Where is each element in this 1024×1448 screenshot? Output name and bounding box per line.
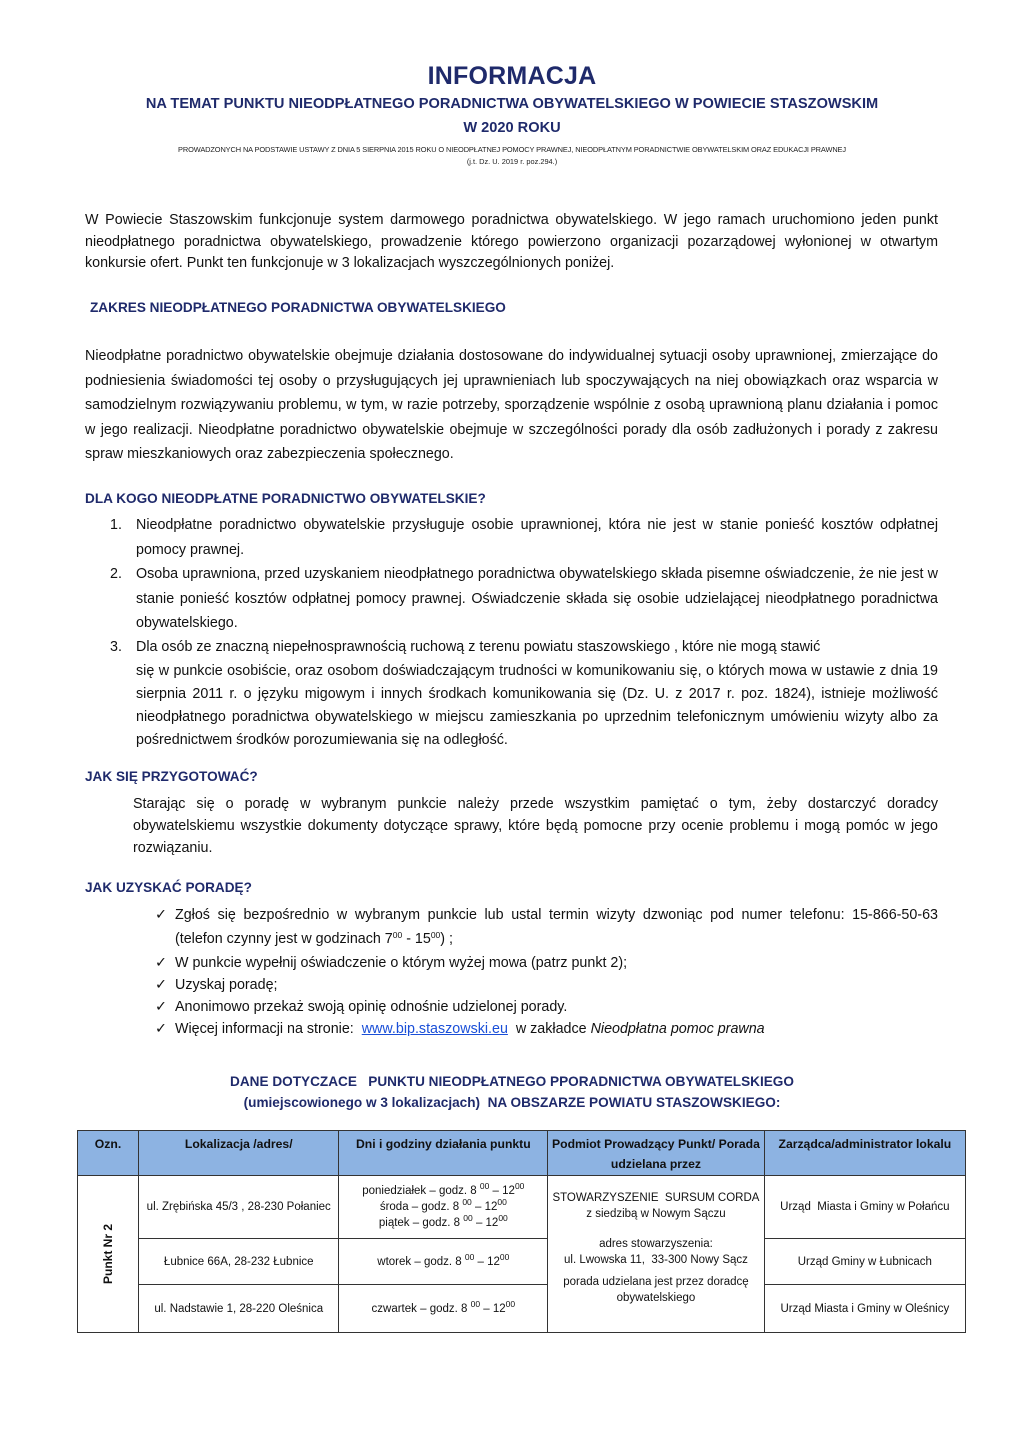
checkmark-icon: ✓ xyxy=(155,955,167,971)
operator-address-label: adres stowarzyszenia: xyxy=(599,1238,713,1250)
admin-cell: Urząd Miasta i Gminy w Oleśnicy xyxy=(764,1285,965,1333)
checkmark-icon: ✓ xyxy=(155,999,167,1015)
operator-address: ul. Lwowska 11, 33-300 Nowy Sącz xyxy=(564,1254,748,1266)
column-header-operator: Podmiot Prowadzący Punkt/ Porada udzielana przez xyxy=(548,1131,765,1176)
table-header-row xyxy=(78,1131,966,1176)
checklist-item xyxy=(155,1018,938,1040)
prepare-paragraph: Starając się o poradę w wybranym punkcie należy przede wszystkim pamiętać o tym, żeby dostarczyć doradcy obywatelskiemu wszystkie dokumenty dotyczące sprawy, które będą pomocne przy ocenie problemu i mogą pomóc w jego rozwiązaniu. xyxy=(133,796,938,856)
checklist-item-text: Uzyskaj poradę; xyxy=(175,977,278,993)
admin-cell: Urząd Gminy w Łubnicach xyxy=(764,1239,965,1285)
operator-name: STOWARZYSZENIE SURSUM CORDA xyxy=(552,1192,760,1204)
location-cell: ul. Nadstawie 1, 28-220 Oleśnica xyxy=(139,1285,339,1333)
prepare-heading: JAK SIĘ PRZYGOTOWAĆ? xyxy=(85,769,258,784)
document-title: INFORMACJA xyxy=(427,62,597,90)
hours-cell xyxy=(339,1285,548,1333)
eligibility-list xyxy=(110,513,938,752)
intro-paragraph: W Powiecie Staszowskim funkcjonuje system darmowego poradnictwa obywatelskiego. W jego ramach uruchomiono jeden punkt nieodpłatnego poradnictwa obywatelskiego, prowadzenie którego powierzono organizacji pozarządowej wyłonionej w otwartym konkursie ofert. Punkt ten funkcjonuje w 3 lokalizacjach wyszczególnionych poniżej. xyxy=(85,212,938,271)
checklist-item xyxy=(155,952,938,974)
column-header-ozn: Ozn. xyxy=(78,1131,139,1176)
list-item xyxy=(110,513,938,562)
hours-cell xyxy=(339,1239,548,1285)
scope-paragraph: Nieodpłatne poradnictwo obywatelskie obejmuje działania dostosowane do indywidualnej sytuacji osoby uprawnionej, zmierzające do podniesienia świadomości tej osoby o przysługujących jej uprawnieniach lub spoczywających na niej obowiązkach oraz wsparcia w samodzielnym rozwiązywaniu problemu, w tym, w razie potrzeby, sporządzenie wspólnie z osobą uprawnioną planu działania i pomoc w jego realizacji. Nieodpłatne poradnictwo obywatelskie obejmuje w szczególności porady dla osób zadłużonych i porady z zakresu spraw mieszkaniowych oraz zabezpieczenia społecznego. xyxy=(85,348,938,462)
checklist-item-text: w zakładce xyxy=(507,1021,591,1037)
checklist-item-text: ) ; xyxy=(440,931,454,947)
table-row xyxy=(78,1285,966,1333)
list-number: 2. xyxy=(110,566,122,582)
column-header-hours: Dni i godziny działania punktu xyxy=(339,1131,548,1176)
checkmark-icon: ✓ xyxy=(155,977,167,993)
hours-line: wtorek – godz. 8 $^{00} - 12^{00}$ xyxy=(377,1251,510,1268)
operator-seat: z siedzibą w Nowym Sączu xyxy=(586,1208,726,1220)
list-item-text: Osoba uprawniona, przed uzyskaniem nieodpłatnego poradnictwa obywatelskiego składa pisemne oświadczenie, że nie jest w stanie ponieść kosztów odpłatnej pomocy prawnej. Oświadczenie składa się osobie udzielającej nieodpłatnego poradnictwa obywatelskiego. xyxy=(136,566,938,631)
column-header-location: Lokalizacja /adres/ xyxy=(139,1131,339,1176)
table-row xyxy=(78,1239,966,1285)
checklist-item-text: W punkcie wypełnij oświadczenie o którym wyżej mowa (patrz punkt 2); xyxy=(175,955,628,971)
hours-cell xyxy=(339,1176,548,1239)
ozn-cell xyxy=(78,1176,139,1333)
checklist-item-text: Zgłoś się bezpośrednio w wybranym punkcie lub ustal termin wizyty dzwoniąc pod numer telefonu: 15-866-50-63 (telefon czynny jest w godzinach 7 xyxy=(175,907,938,947)
column-header-admin: Zarządca/administrator lokalu xyxy=(764,1131,965,1176)
table-row xyxy=(78,1176,966,1239)
operator-advice-by: porada udzielana jest przez doradcę obywatelskiego xyxy=(563,1276,749,1304)
point-label: Punkt Nr 2 xyxy=(101,1223,116,1285)
operator-cell xyxy=(548,1176,765,1333)
checklist-item xyxy=(155,996,938,1018)
checkmark-icon: ✓ xyxy=(155,907,167,923)
admin-cell: Urząd Miasta i Gminy w Połańcu xyxy=(764,1176,965,1239)
hours-line: środa – godz. 8 $^{00} - 12^{00}$ xyxy=(379,1197,507,1213)
checklist-item xyxy=(155,974,938,996)
checklist-item xyxy=(155,903,938,951)
list-item xyxy=(110,562,938,636)
hours-line: czwartek – godz. 8 $^{00} - 12^{00}$ xyxy=(371,1298,516,1315)
eligibility-heading: DLA KOGO NIEODPŁATNE PORADNICTWO OBYWATELSKIE? xyxy=(85,491,486,506)
locations-table xyxy=(77,1130,966,1333)
checklist-item-text: Więcej informacji na stronie: xyxy=(175,1021,362,1037)
table-title-line: DANE DOTYCZACE PUNKTU NIEODPŁATNEGO PPORADNICTWA OBYWATELSKIEGO xyxy=(230,1074,794,1089)
obtain-heading: JAK UZYSKAĆ PORADĘ? xyxy=(85,880,252,895)
superscript: 00 xyxy=(392,930,403,940)
list-number: 1. xyxy=(110,517,122,533)
location-cell: Łubnice 66A, 28-232 Łubnice xyxy=(139,1239,339,1285)
tab-name-italic: Nieodpłatna pomoc prawna xyxy=(590,1021,765,1037)
checkmark-icon: ✓ xyxy=(155,1021,167,1037)
list-number: 3. xyxy=(110,638,122,655)
document-subtitle: NA TEMAT PUNKTU NIEODPŁATNEGO PORADNICTWA OBYWATELSKIEGO W POWIECIE STASZOWSKIM xyxy=(145,96,879,112)
list-item-text: Nieodpłatne poradnictwo obywatelskie przysługuje osobie uprawnionej, która nie jest w stanie ponieść kosztów odpłatnej pomocy prawnej. xyxy=(136,517,938,558)
list-item-text: się w punkcie osobiście, oraz osobom doświadczającym trudności w komunikowaniu się, o których mowa w ustawie z dnia 19 sierpnia 2011 r. o języku migowym i innych środkach komunikowania się (Dz. U. z 2017 r. poz. 1824), istnieje możliwość nieodpłatnego poradnictwa obywatelskiego w miejscu zamieszkania po uprzednim telefonicznym umówieniu wizyty albo za pośrednictwem środków porozumiewania się na odległość. xyxy=(136,662,938,748)
scope-heading: ZAKRES NIEODPŁATNEGO PORADNICTWA OBYWATELSKIEGO xyxy=(90,300,506,315)
document-subtitle-year: W 2020 ROKU xyxy=(463,120,561,136)
website-link[interactable]: www.bip.staszowski.eu xyxy=(361,1021,508,1037)
checklist-item-text: - 15 xyxy=(402,931,431,947)
legal-reference: (j.t. Dz. U. 2019 r. poz.294.) xyxy=(466,157,558,166)
location-cell: ul. Zrębińska 45/3 , 28-230 Połaniec xyxy=(139,1176,339,1239)
legal-basis: PROWADZONYCH NA PODSTAWIE USTAWY Z DNIA 5 SIERPNIA 2015 ROKU O NIEODPŁATNEJ POMOCY PRAWNEJ, NIEODPŁATNYM PORADNICTWIE OBYWATELSKIM ORAZ EDUKACJI PRAWNEJ xyxy=(178,145,846,154)
checklist-item-text: Anonimowo przekaż swoją opinię odnośnie udzielonej porady. xyxy=(175,999,568,1015)
list-item-first-line: Dla osób ze znaczną niepełnosprawnością ruchową z terenu powiatu staszowskiego , które nie mogą stawić xyxy=(136,638,821,655)
superscript: 00 xyxy=(430,930,441,940)
hours-line: poniedziałek – godz. 8 $^{00} - 12^{00}$ xyxy=(362,1181,525,1197)
table-title-line: (umiejscowionego w 3 lokalizacjach) NA OBSZARZE POWIATU STASZOWSKIEGO: xyxy=(243,1095,781,1110)
hours-line: piątek – godz. 8 $^{00} - 12^{00}$ xyxy=(378,1213,508,1229)
list-item xyxy=(110,636,938,752)
obtain-checklist xyxy=(155,903,938,1040)
table-section-title xyxy=(0,1071,1024,1113)
